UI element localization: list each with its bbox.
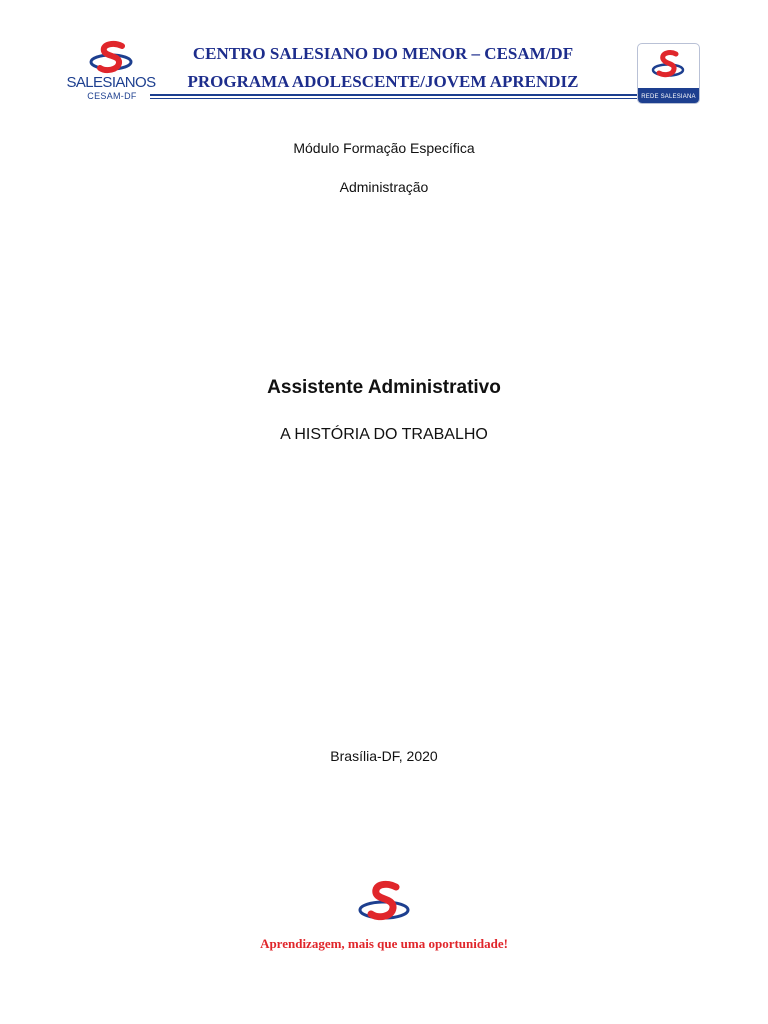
header-divider-thin — [150, 98, 638, 99]
footer-logo — [356, 880, 412, 937]
rede-salesiana-logo — [637, 43, 700, 104]
logo-sub-text: CESAM-DF — [87, 91, 137, 101]
rede-salesiana-s-icon — [650, 50, 686, 84]
place-and-date: Brasília-DF, 2020 — [330, 748, 438, 764]
header-title-program: PROGRAMA ADOLESCENTE/JOVEM APRENDIZ — [187, 72, 579, 91]
header-title-institution: CENTRO SALESIANO DO MENOR – CESAM/DF — [192, 44, 574, 63]
logo-band-text: REDE SALESIANA — [641, 94, 696, 100]
logo-brand-text: SALESIANOS — [66, 74, 156, 91]
document-title: Assistente Administrativo — [267, 377, 501, 398]
salesianos-s-icon — [356, 880, 412, 932]
salesianos-logo — [66, 40, 156, 104]
module-label: Módulo Formação Específica — [293, 140, 475, 156]
header-divider — [150, 94, 638, 96]
footer-slogan: Aprendizagem, mais que uma oportunidade! — [260, 936, 508, 951]
area-label: Administração — [339, 179, 429, 195]
document-subtitle: A HISTÓRIA DO TRABALHO — [280, 426, 488, 443]
